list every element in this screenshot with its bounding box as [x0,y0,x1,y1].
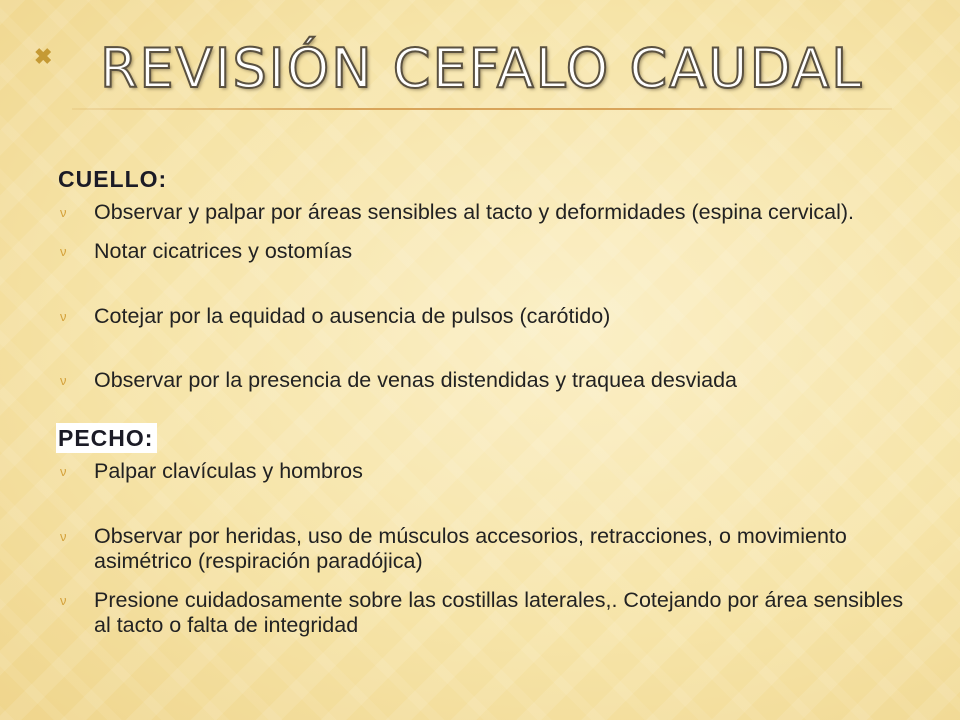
list-item-text: Observar por heridas, uso de músculos accesorios, retracciones, o movimiento asimétrico (respiración paradójica) [94,524,847,573]
bullet-icon: ν [60,309,67,324]
list-item [58,239,918,264]
list-item [58,368,918,393]
slide-title: REVISIÓN CEFALO CAUDAL [100,37,864,100]
section-heading-pecho: PECHO: [56,423,157,453]
list-item [58,304,918,329]
list-item-text: Palpar clavículas y hombros [94,459,363,483]
list-item-text: Observar y palpar por áreas sensibles al tacto y deformidades (espina cervical). [94,200,855,224]
bullet-icon: ν [60,593,67,608]
bullet-icon: ν [60,373,67,388]
bullet-icon: ν [60,464,67,479]
list-item-text: Observar por la presencia de venas distendidas y traquea desviada [94,368,737,392]
list-item-text: Cotejar por la equidad o ausencia de pulsos (carótido) [94,304,611,328]
slide-content [58,164,918,638]
title-divider [72,108,892,110]
list-item-text: Notar cicatrices y ostomías [94,239,353,263]
list-item [58,459,918,484]
title-decoration-icon: ✖ [34,44,53,69]
list-item [58,200,918,225]
list-item [58,524,918,574]
bullet-icon: ν [60,529,67,544]
bullet-icon: ν [60,205,67,220]
section-heading-cuello: CUELLO: [58,166,168,192]
bullet-icon: ν [60,244,67,259]
list-item [58,588,918,638]
list-item-text: Presione cuidadosamente sobre las costillas laterales,. Cotejando por área sensibles al tacto o falta de integridad [94,588,904,637]
